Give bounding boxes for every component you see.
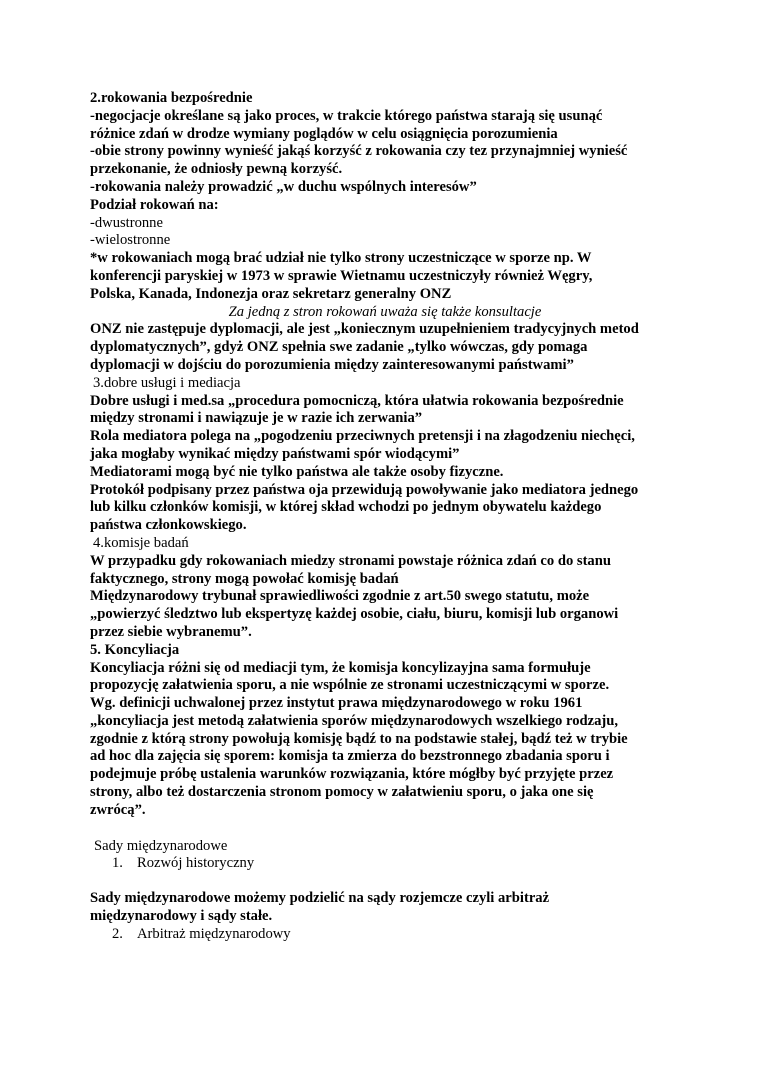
- text-line: „koncyliacja jest metodą załatwienia sporów międzynarodowych wszelkiego rodzaju,: [90, 712, 619, 729]
- list-item-label: Arbitraż międzynarodowy: [137, 925, 291, 942]
- spacer: [90, 820, 680, 838]
- text-line: zwrócą”.: [90, 801, 146, 818]
- list-item-dwustronne: -dwustronne: [90, 214, 163, 231]
- list-number: 1.: [112, 855, 123, 872]
- heading-sady-miedzynarodowe: Sady międzynarodowe: [94, 837, 228, 854]
- text-line: -rokowania należy prowadzić „w duchu wspólnych interesów”: [90, 178, 477, 195]
- text-line: faktycznego, strony mogą powołać komisję badań: [90, 570, 399, 587]
- text-line: strony, albo też dostarczenia stronom pomocy w załatwieniu sporu, o jaka one się: [90, 784, 594, 801]
- text-line: międzynarodowy i sądy stałe.: [90, 908, 273, 925]
- text-line: Podział rokowań na:: [90, 196, 219, 213]
- text-line: ONZ nie zastępuje dyplomacji, ale jest „koniecznym uzupełnieniem tradycyjnych metod: [90, 321, 639, 338]
- list-item-label: Rozwój historyczny: [137, 855, 255, 872]
- heading-dobre-uslugi: 3.dobre usługi i mediacja: [93, 374, 241, 391]
- text-line: propozycję załatwienia sporu, a nie wspólnie ze stronami uczestniczącymi w sporze.: [90, 677, 610, 694]
- text-line: Polska, Kanada, Indonezja oraz sekretarz generalny ONZ: [90, 285, 452, 302]
- text-line: Wg. definicji uchwalonej przez instytut prawa międzynarodowego w roku 1961: [90, 695, 583, 712]
- text-line: przez siebie wybranemu”.: [90, 623, 252, 640]
- text-line: różnice zdań w drodze wymiany poglądów w celu osiągnięcia porozumienia: [90, 125, 558, 142]
- text-line: państwa członkowskiego.: [90, 517, 247, 534]
- text-line: lub kilku członków komisji, w której skład wchodzi po jednym obywatelu każdego: [90, 499, 602, 516]
- text-line: jaka mogłaby wynikać między państwami spór wiodącymi”: [90, 445, 460, 462]
- list-item-wielostronne: -wielostronne: [90, 232, 171, 249]
- text-line: dyplomacji w dojściu do porozumienia między zainteresowanymi państwami”: [90, 356, 574, 373]
- text-line: W przypadku gdy rokowaniach miedzy stronami powstaje różnica zdań co do stanu: [90, 552, 611, 569]
- text-line: *w rokowaniach mogą brać udział nie tylko strony uczestniczące w sporze np. W: [90, 250, 592, 267]
- text-line: Rola mediatora polega na „pogodzeniu przeciwnych pretensji i na złagodzeniu niechęci,: [90, 428, 635, 445]
- heading-komisje-badan: 4.komisje badań: [93, 534, 189, 551]
- text-line: Międzynarodowy trybunał sprawiedliwości zgodnie z art.50 swego statutu, może: [90, 588, 590, 605]
- text-line: Mediatorami mogą być nie tylko państwa ale także osoby fizyczne.: [90, 463, 504, 480]
- heading-koncyliacja: 5. Koncyliacja: [90, 641, 180, 658]
- text-line: -obie strony powinny wynieść jakąś korzyść z rokowania czy tez przynajmniej wynieść: [90, 143, 628, 160]
- text-line: między stronami i nawiązuje je w razie ich zerwania”: [90, 410, 423, 427]
- text-line: zgodnie z którą strony powołują komisję bądź to na podstawie stałej, bądź też w trybie: [90, 730, 628, 747]
- text-line: podejmuje próbę ustalenia warunków rozwiązania, które mógłby być przyjęte przez: [90, 766, 614, 783]
- numbered-item-2: [90, 926, 680, 944]
- text-line: -negocjacje określane są jako proces, w trakcie którego państwa starają się usunąć: [90, 107, 603, 124]
- numbered-item-1: [90, 855, 680, 873]
- italic-centered-line: Za jedną z stron rokowań uważa się także konsultacje: [228, 303, 542, 320]
- heading-rokowania-bezposrednie: 2.rokowania bezpośrednie: [90, 90, 253, 106]
- text-line: konferencji paryskiej w 1973 w sprawie Wietnamu uczestniczyły również Węgry,: [90, 267, 593, 284]
- spacer: [90, 873, 680, 890]
- text-line: Sady międzynarodowe możemy podzielić na sądy rozjemcze czyli arbitraż: [90, 890, 550, 907]
- text-line: Dobre usługi i med.sa „procedura pomocniczą, która ułatwia rokowania bezpośrednie: [90, 392, 624, 409]
- text-line: przekonanie, że odniosły pewną korzyść.: [90, 161, 343, 178]
- list-number: 2.: [112, 925, 123, 942]
- text-line: dyplomatycznych”, gdyż ONZ spełnia swe zadanie „tylko wówczas, gdy pomaga: [90, 339, 588, 356]
- text-line: Protokół podpisany przez państwa oja przewidują powoływanie jako mediatora jednego: [90, 481, 639, 498]
- text-line: Koncyliacja różni się od mediacji tym, że komisja koncylizayjna sama formułuje: [90, 659, 591, 676]
- text-line: „powierzyć śledztwo lub ekspertyzę każdej osobie, ciału, biuru, komisji lub organowi: [90, 606, 619, 623]
- text-line: ad hoc dla zajęcia się sporem: komisja ta zmierza do bezstronnego zbadania sporu i: [90, 748, 610, 765]
